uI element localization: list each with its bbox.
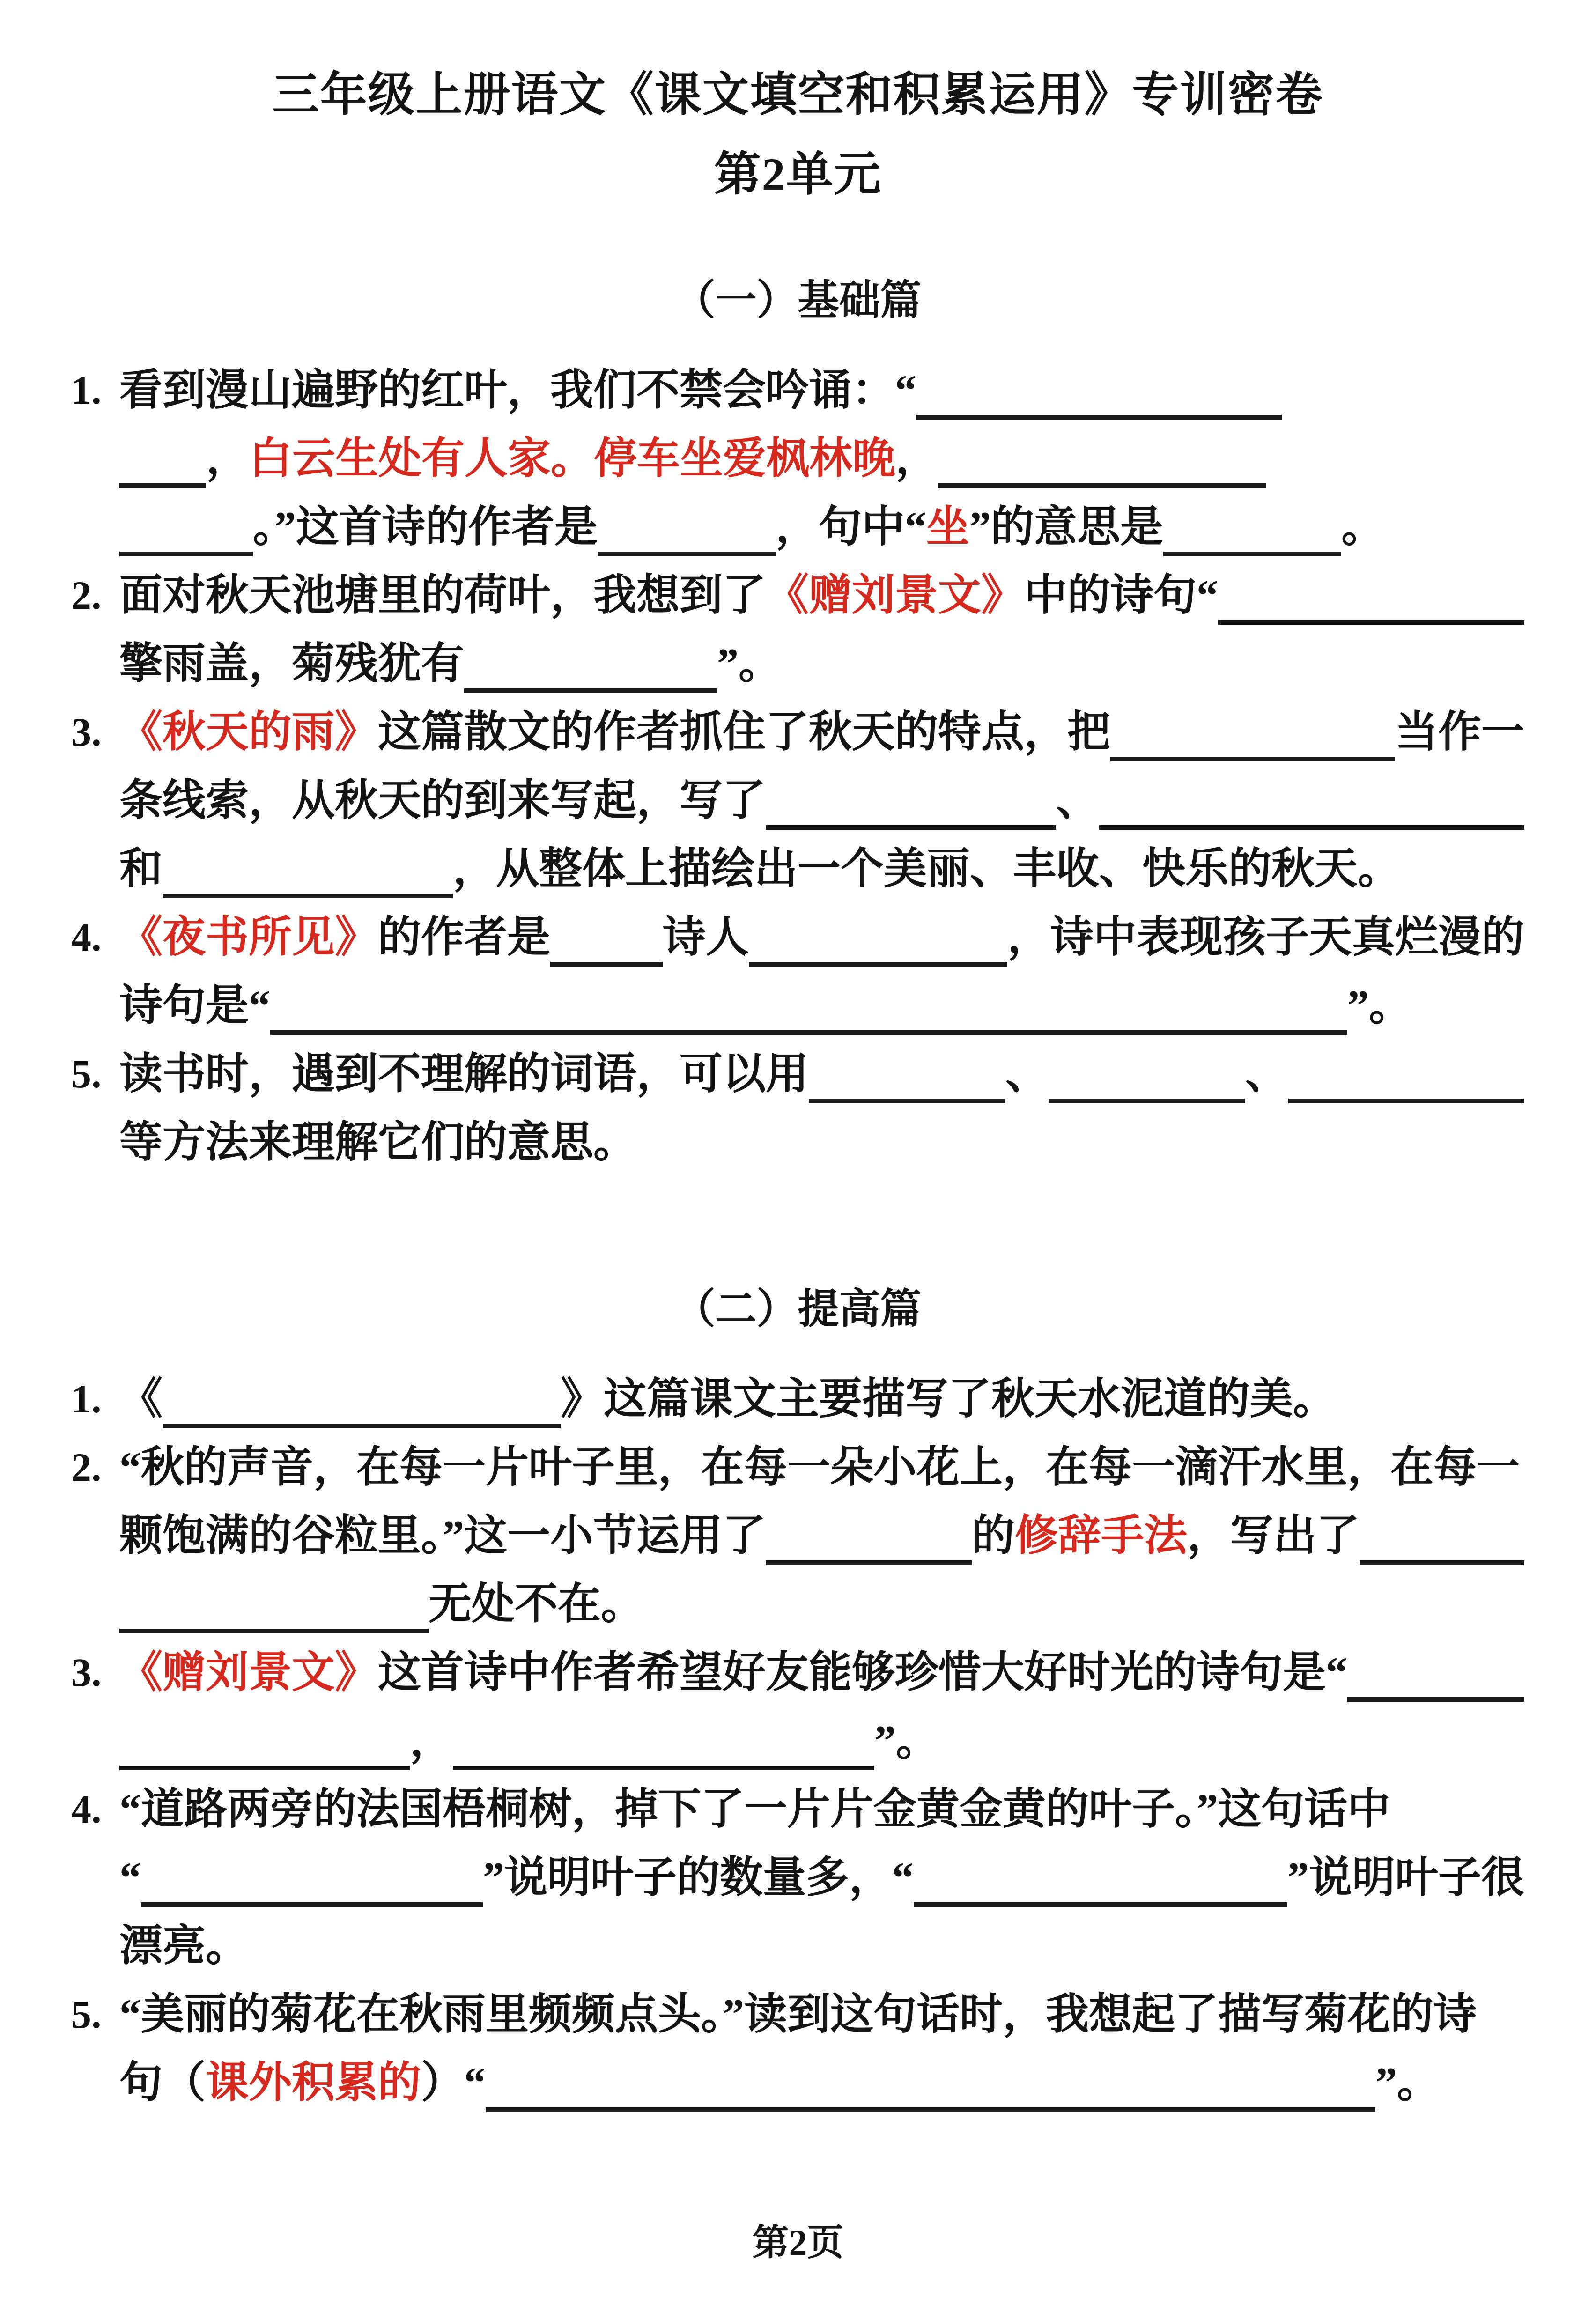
answer-blank[interactable]: [119, 551, 253, 556]
highlighted-text: 《赠刘景文》: [766, 571, 1025, 619]
question: [71, 1040, 1524, 1176]
highlighted-text: 修辞手法: [1015, 1512, 1188, 1559]
question: [71, 1638, 1524, 1775]
question-line: [119, 1980, 1524, 2048]
question-line: [119, 971, 1524, 1040]
question-line: [119, 493, 1524, 561]
question: [71, 1775, 1524, 1980]
question-number: 2.: [71, 1445, 102, 1490]
answer-blank[interactable]: [163, 893, 453, 898]
section-advanced: [71, 1276, 1524, 2117]
question: [71, 698, 1524, 903]
question-line: [119, 698, 1524, 766]
question-body: [119, 698, 1524, 903]
question-body: [119, 1638, 1524, 1775]
question-text: ”的意思是: [969, 503, 1164, 551]
highlighted-text: 《赠刘景文》: [119, 1648, 378, 1696]
question-line: [119, 1433, 1524, 1501]
answer-blank[interactable]: [749, 961, 1007, 967]
question-line: [119, 835, 1524, 903]
question-body: [119, 561, 1524, 698]
question-text: 这首诗中作者希望好友能够珍惜大好时光的诗句是“: [378, 1648, 1348, 1696]
answer-blank[interactable]: [119, 482, 206, 488]
highlighted-text: 《夜书所见》: [119, 913, 378, 961]
question-body: [119, 1365, 1524, 1433]
question-text: 诗句是“: [119, 982, 271, 1029]
question-text: 当作一: [1395, 708, 1524, 756]
answer-blank[interactable]: [1360, 1559, 1524, 1565]
worksheet-title: 三年级上册语文《课文填空和积累运用》专训密卷: [272, 69, 1323, 121]
worksheet-sections: [71, 267, 1524, 2117]
question-line: [119, 1365, 1524, 1433]
question-line: [119, 2048, 1524, 2117]
answer-blank[interactable]: [119, 1628, 429, 1633]
highlighted-text: 《秋天的雨》: [119, 708, 378, 756]
question-text: ”。: [874, 1717, 939, 1765]
question-number: 5.: [71, 1051, 102, 1096]
highlighted-text: 课外积累的: [206, 2059, 421, 2106]
question-text: ，: [410, 1717, 453, 1765]
highlighted-text: 坐: [926, 503, 970, 551]
question-text: 无处不在。: [429, 1580, 644, 1628]
answer-blank[interactable]: [1218, 619, 1524, 625]
question-text: ”。: [1347, 982, 1412, 1029]
question-number: 1.: [71, 1376, 102, 1421]
answer-blank[interactable]: [163, 1423, 561, 1428]
question-body: [119, 1980, 1524, 2117]
question-text: ，诗中表现孩子天真烂漫的: [1007, 913, 1524, 961]
answer-blank[interactable]: [938, 482, 1266, 488]
answer-blank[interactable]: [1110, 756, 1395, 761]
answer-blank[interactable]: [141, 1901, 483, 1907]
answer-blank[interactable]: [914, 1901, 1287, 1907]
question-text: ）“: [421, 2059, 486, 2106]
answer-blank[interactable]: [1288, 1098, 1524, 1103]
question: [71, 561, 1524, 698]
question-body: [119, 903, 1524, 1040]
question-text: 的: [972, 1512, 1015, 1559]
answer-blank[interactable]: [453, 1765, 874, 1770]
question-line: [119, 903, 1524, 971]
question-text: ”说明叶子的数量多，“: [483, 1854, 914, 1901]
answer-blank[interactable]: [1099, 824, 1524, 830]
question-line: [119, 424, 1524, 493]
question-number: 5.: [71, 1992, 102, 2037]
question-text: 面对秋天池塘里的荷叶，我想到了: [119, 571, 766, 619]
answer-blank[interactable]: [119, 1765, 410, 1770]
answer-blank[interactable]: [486, 2106, 1375, 2112]
question-text: 和: [119, 845, 163, 893]
question: [71, 1365, 1524, 1433]
question-body: [119, 1433, 1524, 1638]
question-text: ，写出了: [1187, 1512, 1360, 1559]
question-number: 4.: [71, 1787, 102, 1832]
question-text: ，: [206, 435, 250, 482]
question-text: 漂亮。: [119, 1922, 249, 1970]
question-text: 、: [1005, 1050, 1049, 1098]
question-line: [119, 1775, 1524, 1843]
answer-blank[interactable]: [598, 551, 776, 556]
question-text: “道路两旁的法国梧桐树，掉下了一片片金黄金黄的叶子。”这句话中: [119, 1785, 1391, 1833]
answer-blank[interactable]: [766, 824, 1056, 830]
question-number: 3.: [71, 709, 102, 754]
question-text: ，句中“: [776, 503, 927, 551]
question-text: ”说明叶子很: [1287, 1854, 1524, 1901]
question-text: “秋的声音，在每一片叶子里，在每一朵小花上，在每一滴汗水里，在每一: [119, 1443, 1520, 1491]
question-text: 等方法来理解它们的意思。: [119, 1118, 637, 1166]
question-text: 看到漫山遍野的红叶，我们不禁会吟诵：“: [119, 366, 917, 414]
question-text: ，: [895, 435, 939, 482]
question-line: [119, 561, 1524, 629]
worksheet-subtitle: 第2单元: [714, 148, 882, 200]
question-line: [119, 1570, 1524, 1638]
answer-blank[interactable]: [1049, 1098, 1245, 1103]
answer-blank[interactable]: [550, 961, 663, 967]
question-line: [119, 1040, 1524, 1108]
question-text: ”。: [1375, 2059, 1441, 2106]
question: [71, 356, 1524, 561]
answer-blank[interactable]: [766, 1559, 972, 1565]
question-text: 。”这首诗的作者是: [253, 503, 598, 551]
question-line: [119, 1707, 1524, 1775]
question-text: 《: [119, 1375, 163, 1423]
question-text: 这篇散文的作者抓住了秋天的特点，把: [378, 708, 1111, 756]
question-text: 擎雨盖，菊残犹有: [119, 640, 465, 687]
answer-blank[interactable]: [916, 414, 1282, 420]
question-line: [119, 629, 1524, 698]
question-text: 》这篇课文主要描写了秋天水泥道的美。: [561, 1375, 1337, 1423]
question-body: [119, 1775, 1524, 1980]
question-number: 1.: [71, 368, 102, 413]
question-number: 2.: [71, 573, 102, 618]
answer-blank[interactable]: [464, 687, 717, 693]
question-line: [119, 766, 1524, 835]
question: [71, 903, 1524, 1040]
question-line: [119, 1108, 1524, 1176]
section-heading: （二）提高篇: [674, 1287, 922, 1332]
section-basic: [71, 267, 1524, 1176]
question: [71, 1433, 1524, 1638]
answer-blank[interactable]: [270, 1029, 1347, 1035]
section-heading: （一）基础篇: [674, 278, 922, 324]
question-text: ，从整体上描绘出一个美丽、丰收、快乐的秋天。: [453, 845, 1401, 893]
question-text: 中的诗句“: [1024, 571, 1219, 619]
question-text: 的作者是: [378, 913, 551, 961]
page-number: 第2页: [752, 2222, 844, 2263]
question-text: ”。: [717, 640, 782, 687]
question-body: [119, 356, 1524, 561]
question: [71, 1980, 1524, 2117]
question-number: 4.: [71, 915, 102, 960]
question-line: [119, 356, 1524, 424]
question-text: “美丽的菊花在秋雨里频频点头。”读到这句话时，我想起了描写菊花的诗: [119, 1990, 1477, 2038]
question-line: [119, 1501, 1524, 1570]
question-text: 句（: [119, 2059, 206, 2106]
question-text: “: [119, 1854, 141, 1901]
answer-blank[interactable]: [1163, 551, 1341, 556]
question-text: 诗人: [663, 913, 749, 961]
question-line: [119, 1843, 1524, 1912]
question-text: 颗饱满的谷粒里。”这一小节运用了: [119, 1512, 766, 1559]
question-text: 条线索，从秋天的到来写起，写了: [119, 776, 766, 824]
highlighted-text: 白云生处有人家。停车坐爱枫林晚: [249, 435, 896, 482]
question-line: [119, 1638, 1524, 1707]
answer-blank[interactable]: [1347, 1696, 1524, 1702]
question-text: 。: [1341, 503, 1385, 551]
answer-blank[interactable]: [809, 1098, 1005, 1103]
question-line: [119, 1912, 1524, 1980]
question-text: 、: [1056, 776, 1100, 824]
question-text: 、: [1245, 1050, 1289, 1098]
question-body: [119, 1040, 1524, 1176]
question-text: 读书时，遇到不理解的词语，可以用: [119, 1050, 809, 1098]
question-number: 3.: [71, 1650, 102, 1695]
